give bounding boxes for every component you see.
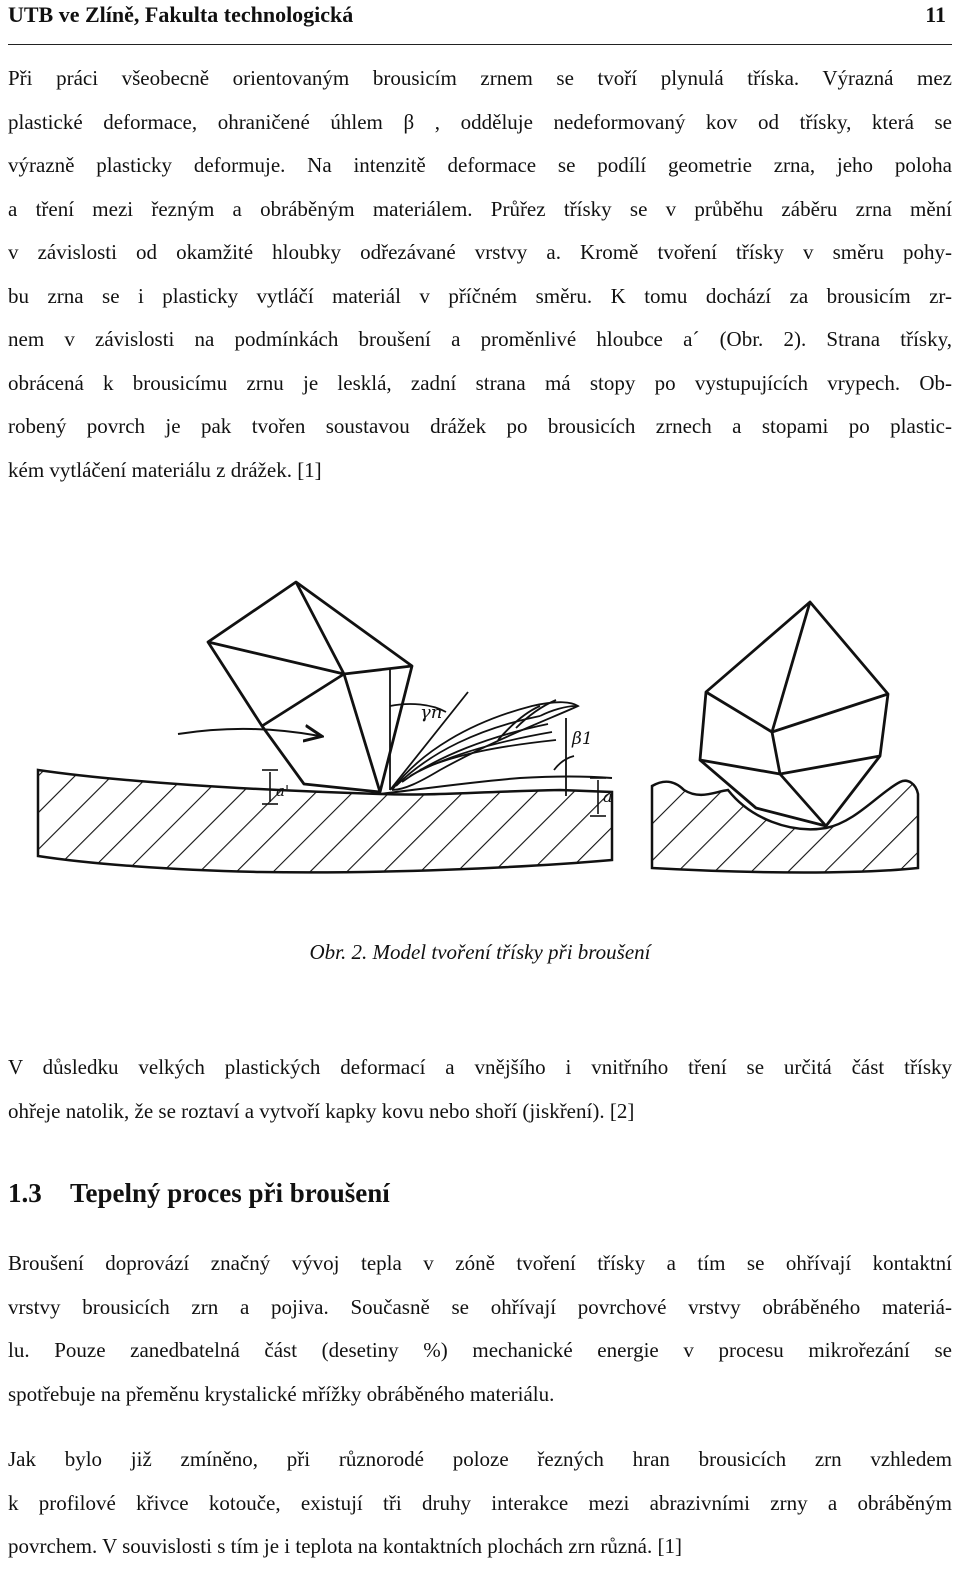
- section-title: Tepelný proces při broušení: [70, 1178, 390, 1208]
- text-line: povrchem. V souvislosti s tím je i teplota na kontaktních plochách zrn různá. [1]: [8, 1534, 682, 1558]
- text-line: Broušení doprovází značný vývoj tepla v zóně tvoření třísky a tím se ohřívají kontaktní: [8, 1251, 952, 1275]
- page-header: [8, 0, 952, 45]
- figure-drawing: [0, 556, 960, 936]
- label-gamma: γn: [420, 702, 443, 723]
- chip-formation-figure: [0, 556, 960, 956]
- page-number: 11: [925, 2, 946, 27]
- label-a-prime: a': [276, 782, 290, 800]
- text-line: Při práci všeobecně orientovaným brousicím zrnem se tvoří plynulá tříska. Výrazná mez: [8, 66, 952, 90]
- text-line: ohřeje natolik, že se roztaví a vytvoří kapky kovu nebo shoří (jiskření). [2]: [8, 1098, 635, 1123]
- paragraph-melting: [8, 1046, 952, 1133]
- paragraph-heat-process: [8, 1242, 952, 1416]
- label-a: a: [603, 787, 613, 806]
- abrasive-grain-left: [208, 582, 412, 792]
- text-line: a tření mezi řezným a obráběným materiálem. Průřez třísky se v průběhu záběru zrna mění: [8, 196, 952, 221]
- text-line: obrácená k brousicímu zrnu je lesklá, zadní strana má stopy po vystupujících vrypech. Ob-: [8, 370, 952, 395]
- figure-caption: Obr. 2. Model tvoření třísky při broušení: [309, 940, 651, 964]
- section-heading: [8, 1178, 390, 1209]
- paragraph-interaction: [8, 1438, 952, 1569]
- text-line: výrazně plasticky deformuje. Na intenzitě deformace se podílí geometrie zrna, jeho poloha: [8, 153, 952, 177]
- text-line: k profilové křivce kotouče, existují tři druhy interakce mezi abrazivními zrny a obráběným: [8, 1490, 952, 1515]
- institution-name: UTB ve Zlíně, Fakulta technologická: [8, 2, 354, 27]
- paragraph-chip-formation: [8, 57, 952, 492]
- shear-angle-annotation: [554, 718, 593, 796]
- text-line: nem v závislosti na podmínkách broušení a proměnlivé hloubce a´ (Obr. 2). Strana třísky,: [8, 327, 952, 351]
- text-line: lu. Pouze zanedbatelná část (desetiny %) mechanické energie v procesu mikrořezání se: [8, 1338, 952, 1362]
- text-line: robený povrch je pak tvořen soustavou drážek po brousicích zrnech a stopami po plastic-: [8, 414, 952, 438]
- text-line: V důsledku velkých plastických deformací a vnějšího i vnitřního tření se určitá část třísky: [8, 1055, 952, 1079]
- text-line: bu zrna se i plasticky vytláčí materiál v příčném směru. K tomu dochází za brousicím zr-: [8, 283, 952, 308]
- text-line: Jak bylo již zmíněno, při různorodé poloze řezných hran brousicích zrn vzhledem: [8, 1447, 952, 1471]
- text-line: spotřebuje na přeměnu krystalické mřížky obráběného materiálu.: [8, 1381, 555, 1406]
- text-line: v závislosti od okamžité hloubky odřezávané vrstvy a. Kromě tvoření třísky v směru pohy-: [8, 240, 952, 264]
- text-line: plastické deformace, ohraničené úhlem β , odděluje nedeformovaný kov od třísky, která se: [8, 109, 952, 134]
- text-line: vrstvy brousicích zrn a pojiva. Současně se ohřívají povrchové vrstvy obráběného materiá-: [8, 1294, 952, 1319]
- text-line: kém vytláčení materiálu z drážek. [1]: [8, 457, 322, 482]
- label-beta: β1: [572, 729, 593, 749]
- section-number: 1.3: [8, 1178, 42, 1208]
